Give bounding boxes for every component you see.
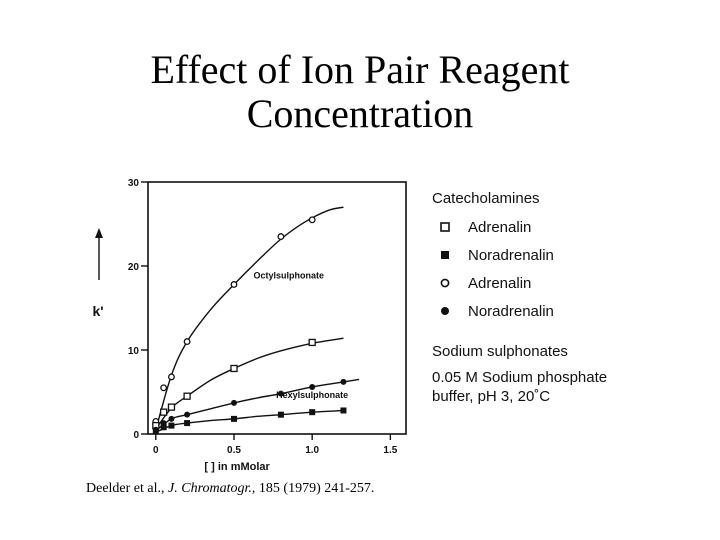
- citation: [86, 481, 374, 497]
- data-point-filled-circle: [340, 379, 346, 385]
- legend-item-noradrenalin-hexyl: [432, 241, 712, 269]
- data-point-open-circle: [184, 339, 190, 345]
- legend-item-label: Noradrenalin: [468, 246, 554, 264]
- data-point-filled-circle: [231, 400, 237, 406]
- y-tick-label: 10: [127, 346, 139, 357]
- data-point-open-circle: [169, 374, 175, 380]
- legend-conditions: 0.05 M Sodium phosphate buffer, pH 3, 20˚C: [432, 369, 608, 405]
- x-axis-label: [ ] in mMolar: [204, 461, 270, 473]
- data-point-open-circle: [309, 217, 315, 223]
- page-title-line-1: Effect of Ion Pair Reagent: [150, 47, 570, 92]
- filled-circle-marker-icon: [440, 306, 460, 316]
- data-point-open-square: [161, 409, 167, 415]
- chart-legend: [432, 190, 712, 406]
- citation-authors: Deelder et al.,: [86, 481, 169, 496]
- data-point-filled-circle: [168, 416, 174, 422]
- curve-annotation: Octylsulphonate: [253, 270, 324, 281]
- y-axis-arrow-icon: [95, 228, 103, 238]
- x-tick-label: 0: [153, 445, 159, 456]
- series-curve-filled-square: [156, 410, 344, 432]
- legend-reagent-note: Sodium sulphonates: [432, 343, 568, 360]
- data-point-open-circle: [161, 385, 167, 391]
- data-point-open-circle: [231, 282, 237, 288]
- curve-annotation: Hexylsulphonate: [276, 389, 349, 400]
- open-circle-marker-icon: [440, 278, 460, 288]
- legend-item-noradrenalin-octyl: [432, 297, 712, 325]
- data-point-filled-square: [231, 416, 237, 422]
- data-point-open-square: [168, 404, 174, 410]
- legend-item-adrenalin-hexyl: [432, 213, 712, 241]
- legend-item-label: Adrenalin: [468, 274, 532, 292]
- y-tick-label: 20: [127, 262, 139, 273]
- data-point-open-circle: [278, 234, 284, 240]
- legend-heading: Catecholamines: [432, 190, 540, 207]
- citation-details: 185 (1979) 241-257.: [255, 481, 375, 496]
- y-axis-label: k': [92, 303, 104, 319]
- data-point-open-square: [184, 393, 190, 399]
- citation-journal: J. Chromatogr.,: [168, 481, 256, 496]
- data-point-filled-square: [184, 420, 190, 426]
- filled-square-marker-icon: [440, 250, 460, 260]
- data-point-filled-square: [153, 428, 159, 434]
- data-point-filled-square: [168, 423, 174, 429]
- x-tick-label: 1.5: [383, 445, 398, 456]
- data-point-filled-square: [278, 412, 284, 418]
- legend-item-label: Adrenalin: [468, 218, 532, 236]
- y-tick-label: 0: [133, 430, 139, 441]
- legend-item-adrenalin-octyl: [432, 269, 712, 297]
- legend-item-label: Noradrenalin: [468, 302, 554, 320]
- data-point-open-square: [231, 365, 237, 371]
- y-tick-label: 30: [127, 178, 139, 189]
- data-point-filled-circle: [184, 412, 190, 418]
- data-point-filled-square: [340, 407, 346, 413]
- page-title-line-2: Concentration: [246, 91, 474, 136]
- open-square-marker-icon: [440, 222, 460, 232]
- x-tick-label: 0.5: [227, 445, 241, 456]
- data-point-filled-square: [309, 409, 315, 415]
- data-point-open-square: [309, 339, 315, 345]
- x-tick-label: 1.0: [305, 445, 320, 456]
- data-point-filled-square: [161, 424, 167, 430]
